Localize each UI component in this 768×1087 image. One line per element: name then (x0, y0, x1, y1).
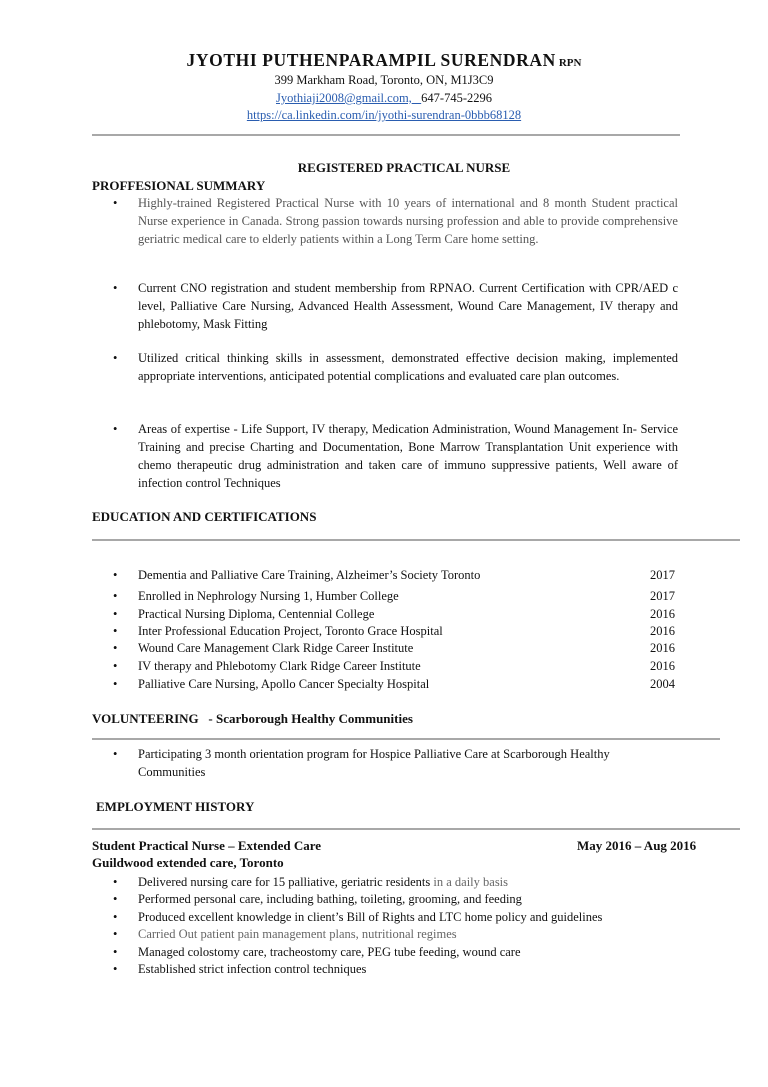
education-text: Dementia and Palliative Care Training, Alzheimer’s Society Toronto (138, 568, 481, 582)
summary-heading: PROFFESIONAL SUMMARY (92, 178, 266, 193)
contact-line (0, 89, 768, 107)
bullet-dot: • (113, 945, 118, 959)
job-employer: Guildwood extended care, Toronto (92, 855, 284, 870)
volunteering-divider (92, 738, 720, 740)
summary-bullet-text: Areas of expertise - Life Support, IV therapy, Medication Administration, Wound Management In- Service Training and precise Charting and Documentation, Bone Marrow Transplantation Unit experience with chemo therapeutic drug administration and taken care of immuno suppressive patients, Well aware of infection control Techniques (138, 422, 678, 490)
bullet-dot: • (113, 607, 118, 621)
job-duty-text: Delivered nursing care for 15 palliative, geriatric residents in a daily basis (138, 875, 509, 889)
job-position-title: Student Practical Nurse – Extended Care (92, 838, 322, 853)
candidate-name: JYOTHI PUTHENPARAMPIL SURENDRAN (186, 50, 556, 70)
education-year: 2016 (650, 624, 675, 638)
bullet-dot: • (113, 892, 118, 906)
address: 399 Markham Road, Toronto, ON, M1J3C9 (274, 73, 494, 87)
summary-bullet-text: Highly-trained Registered Practical Nurse with 10 years of international and 8 month Student practical Nurse experience in Canada. Strong passion towards nursing profession and able to provide comprehensive geriatric medical care to elderly patients within a Long Term Care home setting. (138, 196, 678, 246)
bullet-dot: • (113, 641, 118, 655)
education-divider (92, 539, 740, 541)
name-line (0, 50, 768, 71)
volunteering-heading-line (92, 711, 413, 727)
summary-bullet-text: Current CNO registration and student membership from RPNAO. Current Certification with CPR/AED c level, Palliative Care Nursing, Advanced Health Assessment, Wound Care Management, IV therapy and phlebotomy, Mask Fitting (138, 281, 678, 331)
job-duty-text: Performed personal care, including bathing, toileting, grooming, and feeding (138, 892, 522, 906)
education-year: 2017 (650, 568, 675, 582)
header-divider (92, 134, 680, 136)
education-year: 2017 (650, 589, 675, 603)
bullet-dot: • (113, 677, 118, 691)
bullet-dot: • (113, 659, 118, 673)
education-text: Inter Professional Education Project, Toronto Grace Hospital (138, 624, 443, 638)
employment-heading: EMPLOYMENT HISTORY (96, 799, 255, 814)
email-link[interactable]: Jyothiaji2008@gmail.com, (275, 91, 412, 105)
bullet-dot: • (113, 962, 118, 976)
volunteering-bullet-text: Participating 3 month orientation program for Hospice Palliative Care at Scarborough Healthy Communities (138, 747, 610, 779)
job-duty-text: Established strict infection control techniques (138, 962, 367, 976)
job-duty-text: Produced excellent knowledge in client’s Bill of Rights and LTC home policy and guidelines (138, 910, 603, 924)
education-text: Palliative Care Nursing, Apollo Cancer Specialty Hospital (138, 677, 430, 691)
education-heading: EDUCATION AND CERTIFICATIONS (92, 509, 317, 524)
linkedin-link[interactable]: https://ca.linkedin.com/in/jyothi-surendran-0bbb68128 (246, 108, 522, 122)
bullet-dot: • (113, 589, 118, 603)
volunteering-heading: VOLUNTEERING (92, 711, 199, 726)
bullet-dot: • (113, 351, 118, 365)
bullet-dot: • (113, 624, 118, 638)
bullet-dot: • (113, 196, 118, 210)
bullet-dot: • (113, 422, 118, 436)
bullet-dot: • (113, 875, 118, 889)
bullet-dot: • (113, 747, 118, 761)
education-year: 2016 (650, 607, 675, 621)
employment-divider (92, 828, 740, 830)
education-year: 2004 (650, 677, 675, 691)
job-title: REGISTERED PRACTICAL NURSE (297, 160, 511, 175)
phone: 647-745-2296 (421, 91, 492, 105)
bullet-dot: • (113, 910, 118, 924)
education-text: Practical Nursing Diploma, Centennial College (138, 607, 375, 621)
education-year: 2016 (650, 659, 675, 673)
education-year: 2016 (650, 641, 675, 655)
education-text: Enrolled in Nephrology Nursing 1, Humber College (138, 589, 399, 603)
bullet-dot: • (113, 568, 118, 582)
job-dates: May 2016 – Aug 2016 (577, 838, 697, 853)
education-text: IV therapy and Phlebotomy Clark Ridge Career Institute (138, 659, 421, 673)
bullet-dot: • (113, 281, 118, 295)
education-text: Wound Care Management Clark Ridge Career Institute (138, 641, 414, 655)
summary-bullet-text: Utilized critical thinking skills in assessment, demonstrated effective decision making, implemented appropriate interventions, anticipated potential complications and evaluated care plan outcomes. (138, 351, 678, 383)
bullet-dot: • (113, 927, 118, 941)
job-duty-text: Managed colostomy care, tracheostomy care, PEG tube feeding, wound care (138, 945, 521, 959)
credential: RPN (558, 57, 582, 69)
volunteering-org: - Scarborough Healthy Communities (208, 711, 413, 726)
linkedin-line (0, 106, 768, 124)
job-duty-text: Carried Out patient pain management plans, nutritional regimes (138, 927, 457, 941)
